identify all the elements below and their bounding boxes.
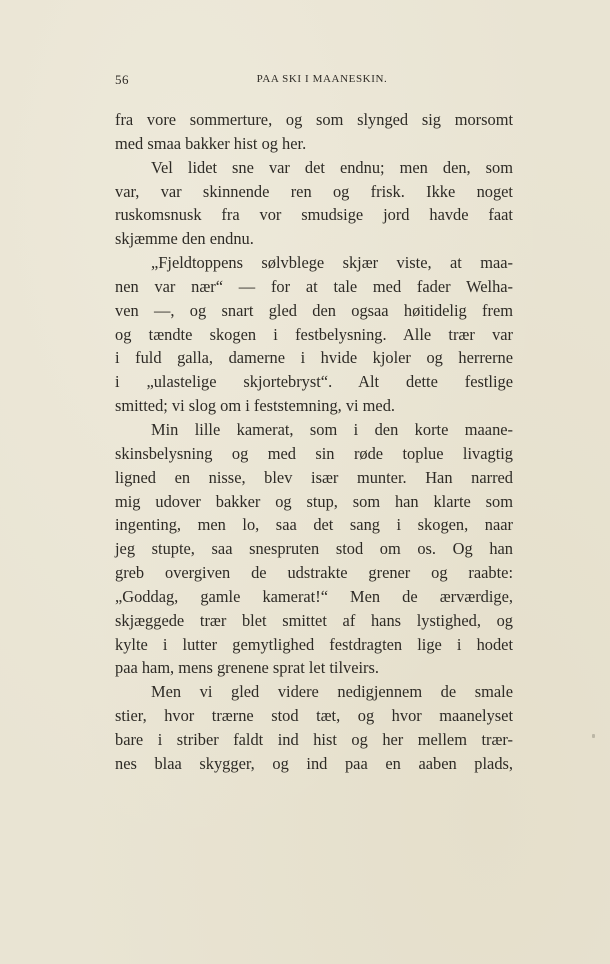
- page-number: 56: [115, 72, 129, 87]
- text-line: i „ulastelige skjortebryst“. Alt dette festlige: [115, 372, 513, 392]
- text-line: ven —, og snart gled den ogsaa høitidelig frem: [115, 300, 513, 320]
- text-line: i fuld galla, damerne i hvide kjoler og herrerne: [115, 348, 513, 368]
- text-line: skinsbelysning og med sin røde toplue livagtig: [115, 443, 513, 463]
- text-line: og tændte skogen i festbelysning. Alle trær var: [115, 324, 513, 344]
- text-line: fra vore sommerture, og som slynged sig morsomt: [115, 110, 513, 129]
- text-line: var, var skinnende ren og frisk. Ikke noget: [115, 181, 513, 201]
- text-line: nes blaa skygger, og ind paa en aaben plads,: [115, 753, 513, 773]
- text-line: skjæmme den endnu.: [115, 229, 254, 249]
- text-line: skjæggede trær blet smittet af hans lystighed, og: [115, 610, 513, 630]
- text-line: ruskomsnusk fra vor smudsige jord havde faat: [115, 205, 513, 225]
- text-line: mig udover bakker og stup, som han klarte som: [115, 491, 513, 511]
- text-line: ingenting, men lo, saa det sang i skogen, naar: [115, 515, 513, 535]
- text-line: kylte i lutter gemytlighed festdragten lige i hodet: [115, 634, 513, 654]
- text-line: Vel lidet sne var det endnu; men den, som: [151, 157, 513, 177]
- text-line: stier, hvor trærne stod tæt, og hvor maanelyset: [115, 706, 513, 726]
- text-line: jeg stupte, saa snespruten stod om os. Og han: [115, 539, 513, 559]
- text-line: bare i striber faldt ind hist og her mellem trær-: [115, 729, 513, 749]
- text-line: greb overgiven de udstrakte grener og raabte:: [115, 563, 513, 583]
- text-line: „Goddag, gamle kamerat!“ Men de ærværdige,: [115, 586, 513, 606]
- running-title: PAA SKI I MAANESKIN.: [256, 73, 388, 85]
- body-text: [115, 108, 513, 776]
- text-line: med smaa bakker hist og her.: [115, 133, 307, 153]
- text-line: Min lille kamerat, som i den korte maane-: [151, 419, 513, 439]
- text-line: nen var nær“ — for at tale med fader Welha-: [115, 276, 513, 296]
- text-line: ligned en nisse, blev især munter. Han narred: [115, 467, 513, 487]
- text-line: Men vi gled videre nedigjennem de smale: [151, 682, 513, 702]
- text-line: smitted; vi slog om i feststemning, vi med.: [115, 396, 395, 416]
- text-line: „Fjeldtoppens sølvblege skjær viste, at maa-: [151, 253, 513, 273]
- paper-speck: [592, 734, 595, 738]
- running-head: [115, 72, 513, 88]
- text-line: paa ham, mens grenene sprat let tilveirs.: [115, 658, 379, 678]
